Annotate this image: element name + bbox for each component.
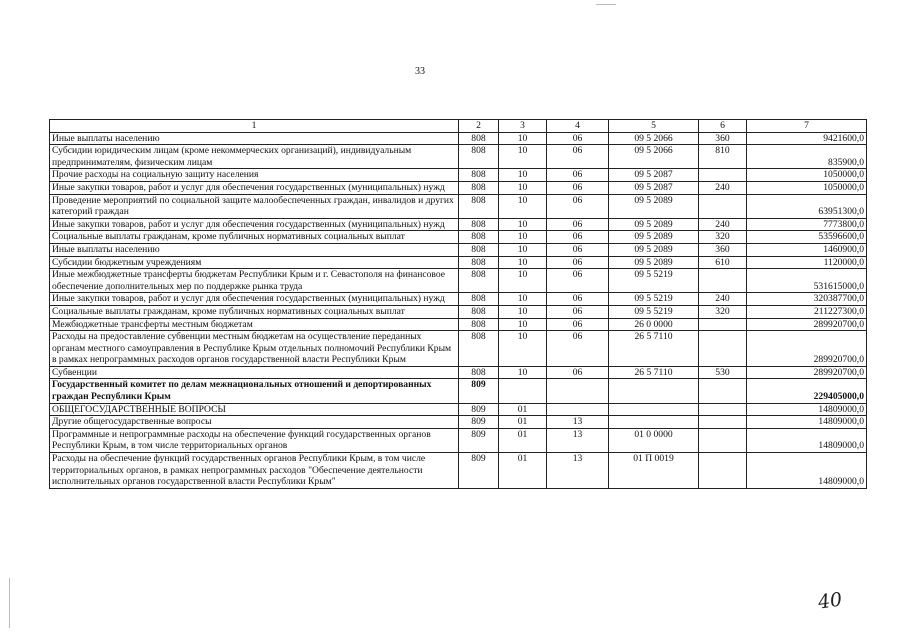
row-section-cell: 01 (499, 416, 547, 429)
row-subsection-cell: 06 (547, 181, 609, 194)
table-row (50, 181, 867, 194)
row-subsection-cell: 06 (547, 169, 609, 182)
row-amount-cell: 229405000,0 (747, 379, 867, 403)
row-target-cell: 09 5 5219 (609, 305, 699, 318)
row-name-cell: Социальные выплаты гражданам, кроме публичных нормативных социальных выплат (50, 305, 459, 318)
row-target-cell (609, 403, 699, 416)
table-row (50, 416, 867, 429)
row-section-cell: 10 (499, 231, 547, 244)
row-subsection-cell: 06 (547, 145, 609, 169)
row-subsection-cell: 06 (547, 132, 609, 145)
table-row (50, 293, 867, 306)
row-target-cell (609, 379, 699, 403)
row-subsection-cell: 06 (547, 231, 609, 244)
table-row (50, 169, 867, 182)
scan-mark-top (596, 4, 616, 5)
table-row (50, 194, 867, 218)
row-section-cell: 10 (499, 181, 547, 194)
row-target-cell: 26 5 7110 (609, 366, 699, 379)
row-section-cell: 10 (499, 243, 547, 256)
row-subsection-cell: 06 (547, 305, 609, 318)
row-name-cell: Социальные выплаты гражданам, кроме публичных нормативных социальных выплат (50, 231, 459, 244)
row-type-cell (699, 194, 747, 218)
row-amount-cell: 289920700,0 (747, 331, 867, 367)
row-amount-cell: 531615000,0 (747, 269, 867, 293)
row-amount-cell: 14809000,0 (747, 416, 867, 429)
row-name-cell: Расходы на предоставление субвенции местным бюджетам на осуществление переданных органам местного самоуправления в Республике Крым отдельных полномочий Республики Крым в рамках непрограммных расходов органов государственной власти Республики Крым (50, 331, 459, 367)
row-section-cell: 10 (499, 331, 547, 367)
row-code-cell: 808 (459, 331, 499, 367)
row-name-cell: Иные закупки товаров, работ и услуг для обеспечения государственных (муниципальных) нужд (50, 293, 459, 306)
row-code-cell: 808 (459, 318, 499, 331)
row-name-cell: Прочие расходы на социальную защиту населения (50, 169, 459, 182)
table-row (50, 243, 867, 256)
table-row (50, 305, 867, 318)
row-code-cell: 809 (459, 428, 499, 452)
row-type-cell (699, 379, 747, 403)
row-section-cell: 10 (499, 169, 547, 182)
row-code-cell: 809 (459, 453, 499, 489)
handwritten-page-mark: 40 (816, 588, 844, 614)
row-code-cell: 808 (459, 169, 499, 182)
row-code-cell: 808 (459, 145, 499, 169)
row-type-cell: 360 (699, 243, 747, 256)
budget-table-body (50, 120, 867, 489)
row-amount-cell: 14809000,0 (747, 403, 867, 416)
row-type-cell: 530 (699, 366, 747, 379)
row-name-cell: ОБЩЕГОСУДАРСТВЕННЫЕ ВОПРОСЫ (50, 403, 459, 416)
table-header-row (50, 120, 867, 133)
header-cell-3: 3 (499, 120, 547, 133)
row-subsection-cell: 13 (547, 428, 609, 452)
row-target-cell: 09 5 2089 (609, 243, 699, 256)
table-row (50, 379, 867, 403)
row-type-cell: 240 (699, 293, 747, 306)
row-name-cell: Иные выплаты населению (50, 243, 459, 256)
row-subsection-cell: 06 (547, 218, 609, 231)
row-section-cell: 10 (499, 132, 547, 145)
row-amount-cell: 289920700,0 (747, 318, 867, 331)
row-type-cell (699, 331, 747, 367)
row-section-cell: 10 (499, 256, 547, 269)
row-subsection-cell: 06 (547, 269, 609, 293)
row-code-cell: 808 (459, 366, 499, 379)
header-cell-4: 4 (547, 120, 609, 133)
row-type-cell: 360 (699, 132, 747, 145)
table-row (50, 318, 867, 331)
row-subsection-cell (547, 403, 609, 416)
page-number: 33 (415, 66, 425, 77)
row-name-cell: Другие общегосударственные вопросы (50, 416, 459, 429)
row-target-cell: 01 П 0019 (609, 453, 699, 489)
row-code-cell: 808 (459, 132, 499, 145)
row-subsection-cell: 06 (547, 331, 609, 367)
table-row (50, 256, 867, 269)
row-type-cell: 810 (699, 145, 747, 169)
header-cell-5: 5 (609, 120, 699, 133)
row-type-cell (699, 318, 747, 331)
row-target-cell (609, 416, 699, 429)
row-name-cell: Государственный комитет по делам межнациональных отношений и депортированных граждан Республики Крым (50, 379, 459, 403)
row-name-cell: Иные межбюджетные трансферты бюджетам Республики Крым и г. Севастополя на финансовое обеспечение дополнительных мер по поддержке рынка труда (50, 269, 459, 293)
header-cell-6: 6 (699, 120, 747, 133)
table-row (50, 269, 867, 293)
row-name-cell: Иные выплаты населению (50, 132, 459, 145)
table-row (50, 231, 867, 244)
row-code-cell: 809 (459, 416, 499, 429)
row-code-cell: 808 (459, 218, 499, 231)
row-amount-cell: 7773800,0 (747, 218, 867, 231)
row-code-cell: 808 (459, 269, 499, 293)
row-type-cell: 240 (699, 181, 747, 194)
row-type-cell (699, 428, 747, 452)
row-section-cell: 10 (499, 194, 547, 218)
row-target-cell: 26 0 0000 (609, 318, 699, 331)
row-section-cell: 10 (499, 293, 547, 306)
table-row (50, 453, 867, 489)
row-target-cell: 09 5 2089 (609, 194, 699, 218)
row-amount-cell: 211227300,0 (747, 305, 867, 318)
budget-table (49, 119, 867, 489)
row-name-cell: Субсидии юридическим лицам (кроме некоммерческих организаций), индивидуальным предпринимателям, физическим лицам (50, 145, 459, 169)
row-subsection-cell: 06 (547, 256, 609, 269)
row-subsection-cell (547, 379, 609, 403)
table-row (50, 366, 867, 379)
row-type-cell: 610 (699, 256, 747, 269)
row-section-cell: 01 (499, 403, 547, 416)
header-cell-2: 2 (459, 120, 499, 133)
row-target-cell: 09 5 2087 (609, 181, 699, 194)
row-subsection-cell: 13 (547, 416, 609, 429)
table-row (50, 145, 867, 169)
row-section-cell: 10 (499, 318, 547, 331)
table-row (50, 403, 867, 416)
row-amount-cell: 9421600,0 (747, 132, 867, 145)
row-target-cell: 09 5 5219 (609, 269, 699, 293)
row-name-cell: Расходы на обеспечение функций государственных органов Республики Крым, в том числе территориальных органов, в рамках непрограммных расходов "Обеспечение деятельности исполнительных органов государственной власти Республики Крым" (50, 453, 459, 489)
row-type-cell (699, 269, 747, 293)
table-row (50, 132, 867, 145)
row-subsection-cell: 06 (547, 366, 609, 379)
row-amount-cell: 14809000,0 (747, 453, 867, 489)
row-amount-cell: 14809000,0 (747, 428, 867, 452)
row-section-cell: 10 (499, 145, 547, 169)
row-subsection-cell: 06 (547, 243, 609, 256)
table-row (50, 218, 867, 231)
row-subsection-cell: 13 (547, 453, 609, 489)
row-amount-cell: 1050000,0 (747, 181, 867, 194)
row-amount-cell: 1120000,0 (747, 256, 867, 269)
row-name-cell: Иные закупки товаров, работ и услуг для обеспечения государственных (муниципальных) нужд (50, 181, 459, 194)
row-code-cell: 809 (459, 403, 499, 416)
header-cell-7: 7 (747, 120, 867, 133)
row-type-cell: 240 (699, 218, 747, 231)
row-subsection-cell: 06 (547, 194, 609, 218)
row-amount-cell: 1460900,0 (747, 243, 867, 256)
row-target-cell: 09 5 2089 (609, 256, 699, 269)
row-section-cell: 01 (499, 428, 547, 452)
row-amount-cell: 835900,0 (747, 145, 867, 169)
row-section-cell: 10 (499, 269, 547, 293)
row-type-cell: 320 (699, 231, 747, 244)
row-name-cell: Проведение мероприятий по социальной защите малообеспеченных граждан, инвалидов и других категорий граждан (50, 194, 459, 218)
row-target-cell: 09 5 5219 (609, 293, 699, 306)
row-amount-cell: 63951300,0 (747, 194, 867, 218)
row-target-cell: 09 5 2089 (609, 218, 699, 231)
row-target-cell: 09 5 2066 (609, 145, 699, 169)
row-name-cell: Программные и непрограммные расходы на обеспечение функций государственных органов Республики Крым, в том числе территориальных органов (50, 428, 459, 452)
row-section-cell: 10 (499, 366, 547, 379)
row-code-cell: 808 (459, 243, 499, 256)
row-amount-cell: 53596600,0 (747, 231, 867, 244)
row-type-cell (699, 453, 747, 489)
row-code-cell: 808 (459, 256, 499, 269)
row-code-cell: 808 (459, 305, 499, 318)
row-section-cell (499, 379, 547, 403)
row-name-cell: Иные закупки товаров, работ и услуг для обеспечения государственных (муниципальных) нужд (50, 218, 459, 231)
row-type-cell: 320 (699, 305, 747, 318)
row-target-cell: 09 5 2089 (609, 231, 699, 244)
row-code-cell: 808 (459, 231, 499, 244)
row-type-cell (699, 403, 747, 416)
row-target-cell: 09 5 2087 (609, 169, 699, 182)
row-code-cell: 809 (459, 379, 499, 403)
row-name-cell: Субсидии бюджетным учреждениям (50, 256, 459, 269)
row-section-cell: 10 (499, 218, 547, 231)
row-name-cell: Межбюджетные трансферты местным бюджетам (50, 318, 459, 331)
row-subsection-cell: 06 (547, 293, 609, 306)
table-row (50, 428, 867, 452)
row-section-cell: 10 (499, 305, 547, 318)
row-target-cell: 01 0 0000 (609, 428, 699, 452)
row-type-cell (699, 416, 747, 429)
row-name-cell: Субвенции (50, 366, 459, 379)
row-code-cell: 808 (459, 181, 499, 194)
scan-mark-left (9, 578, 10, 628)
row-code-cell: 808 (459, 194, 499, 218)
row-target-cell: 26 5 7110 (609, 331, 699, 367)
row-amount-cell: 289920700,0 (747, 366, 867, 379)
row-amount-cell: 1050000,0 (747, 169, 867, 182)
row-target-cell: 09 5 2066 (609, 132, 699, 145)
row-type-cell (699, 169, 747, 182)
table-row (50, 331, 867, 367)
header-cell-1: 1 (50, 120, 459, 133)
row-subsection-cell: 06 (547, 318, 609, 331)
row-code-cell: 808 (459, 293, 499, 306)
row-section-cell: 01 (499, 453, 547, 489)
row-amount-cell: 320387700,0 (747, 293, 867, 306)
